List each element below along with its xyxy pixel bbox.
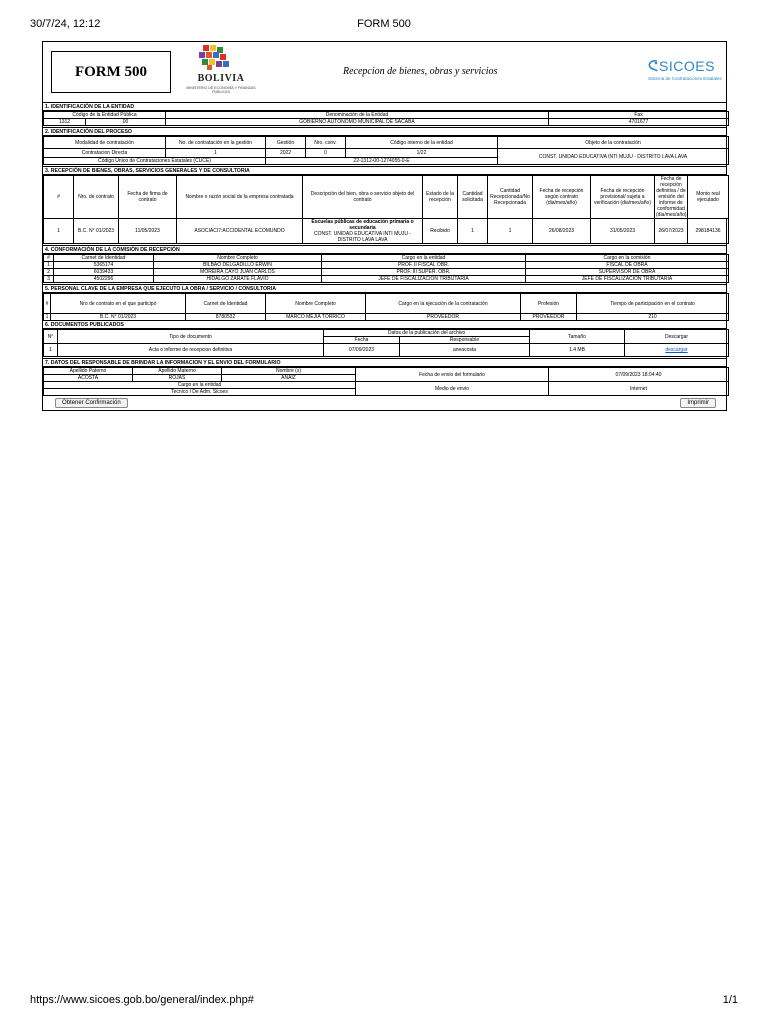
section-6-title: 6. DOCUMENTOS PUBLICADOS — [43, 321, 726, 329]
commission-col-header: Cargo en la comisión — [526, 255, 729, 262]
send-medium-header: Medio de envio — [356, 382, 549, 396]
reception-qty-requested: 1 — [458, 219, 488, 244]
fax-value: 4701677 — [549, 119, 729, 126]
entity-code-2: 00 — [86, 119, 166, 126]
reception-num: 1 — [44, 219, 74, 244]
form-subtitle: Recepcion de bienes, obras y servicios — [343, 66, 498, 77]
documents-date-header: Fecha — [324, 337, 400, 344]
commission-num: 3 — [44, 276, 54, 283]
internal-code-header: Código interno de la entidad — [346, 137, 498, 149]
documents-type-header: Tipo de documento — [58, 330, 324, 344]
document-num: 1 — [44, 344, 58, 357]
reception-company: ASOCIACI7:ACCIDENTAL ECOMUNDO — [177, 219, 303, 244]
section-2-title: 2. IDENTIFICACIÓN DEL PROCESO — [43, 128, 726, 136]
process-table — [43, 136, 729, 165]
reception-description — [303, 219, 423, 244]
reception-table — [43, 175, 729, 244]
form-title: FORM 500 — [51, 51, 171, 93]
personnel-table — [43, 293, 729, 321]
fax-header: Fax — [549, 112, 729, 119]
personnel-contract: B.C. N° 01/2023 — [51, 314, 186, 321]
entity-code-1: 1312 — [44, 119, 86, 126]
personnel-col-header: Profesión — [521, 294, 577, 314]
reception-contract-date: 26/08/2023 — [533, 219, 591, 244]
reception-col-header: Nro. de contrato — [74, 176, 119, 219]
personnel-profession: PROVEEDOR — [521, 314, 577, 321]
documents-size-header: Tamaño — [530, 330, 625, 344]
entity-code-header: Código de la Entidad Pública — [44, 112, 166, 119]
reception-final-date: 26/07/2023 — [655, 219, 688, 244]
conv-number-value: 0 — [306, 149, 346, 158]
reception-col-header: Descripción del bien, obra o servicio objeto del contrato — [303, 176, 423, 219]
document-date: 07/09/2023 — [324, 344, 400, 357]
documents-download-header: Descargar — [625, 330, 729, 344]
paternal-surname: ACOSTA — [44, 375, 133, 382]
commission-col-header: # — [44, 255, 54, 262]
document-size: 1.4 MB — [530, 344, 625, 357]
document-responsible: aneacosta — [400, 344, 530, 357]
bolivia-logo — [181, 45, 261, 99]
print-footer — [30, 994, 738, 1008]
modality-header: Modalidad de contratación — [44, 137, 166, 149]
reception-sign-date: 11/05/2023 — [119, 219, 177, 244]
reception-col-header: Fecha de recepción según contrato (dia/mes/año) — [533, 176, 591, 219]
document-type: Acta o informe de recepcion definitiva — [58, 344, 324, 357]
ministry-text: MINISTERIO DE ECONOMÍA Y FINANZAS PÚBLICAS — [186, 86, 256, 94]
object-header: Objeto de la contratación — [498, 137, 729, 149]
commission-ci: 6039433 — [54, 269, 154, 276]
documents-num-header: N° — [44, 330, 58, 344]
cuce-value: 22-1312-00-1274055-0-E — [266, 158, 498, 165]
reception-description-category: Escuelas públicas de educación primaria o secundaria — [311, 219, 414, 231]
table-row — [44, 314, 729, 321]
conv-number-header: Nro. conv. — [306, 137, 346, 149]
internal-code-value: 1/22 — [346, 149, 498, 158]
documents-table — [43, 329, 729, 357]
reception-col-header: Cantidad Recepcionada/No Recepcionada — [488, 176, 533, 219]
personnel-col-header: Nombre Completo — [266, 294, 366, 314]
names-header: Nombre (s) — [222, 368, 356, 375]
print-header — [30, 18, 738, 32]
section-4-title: 4. CONFORMACIÓN DE LA COMISIÓN DE RECEPCIÓN — [43, 246, 726, 254]
commission-position: PROF. III SUPER. OBR. — [322, 269, 526, 276]
documents-publication-header: Datos de la publicación del archivo — [324, 330, 530, 337]
reception-col-header: Monto real ejecutado — [688, 176, 729, 219]
sicoes-logo — [647, 56, 727, 86]
commission-name: MOREIRA CAYO JUAN CARLOS — [154, 269, 322, 276]
commission-ci: 5365174 — [54, 262, 154, 269]
sicoes-logo-subtitle: Sistema de Contrataciones Estatales — [648, 76, 722, 81]
reception-status: Recibido — [423, 219, 458, 244]
print-datetime: 30/7/24, 12:12 — [30, 18, 101, 30]
sicoes-swirl-icon — [647, 59, 659, 73]
reception-contract: B.C. N° 01/2023 — [74, 219, 119, 244]
print-doc-title: FORM 500 — [357, 18, 411, 30]
entity-table — [43, 111, 729, 126]
entity-name: GOBIERNO AUTONOMO MUNICIPAL DE SACABA — [166, 119, 549, 126]
position-value: Tecnico I De Adm. Sicoes — [44, 389, 356, 396]
object-value: CONST. UNIDAD EDUCATIVA INTI MUJU - DISTRITO LAVA LAVA — [498, 149, 729, 165]
reception-description-text: CONST. UNIDAD EDUCATIVA INTI MUJU - DISTRITO LAVA LAVA — [313, 231, 412, 243]
commission-table — [43, 254, 729, 283]
paternal-surname-header: Apellido Paterno — [44, 368, 133, 375]
button-bar — [43, 396, 726, 410]
bolivia-mosaic-icon — [195, 45, 235, 71]
commission-col-header: Nombre Completo — [154, 255, 322, 262]
year-header: Gestión — [266, 137, 306, 149]
table-row — [44, 219, 729, 244]
names-value: ANAIZ — [222, 375, 356, 382]
personnel-col-header: Cargo en la ejecución de la contratación — [366, 294, 521, 314]
print-url: https://www.sicoes.gob.bo/general/index.php# — [30, 994, 254, 1006]
personnel-num: 1 — [44, 314, 51, 321]
table-row — [44, 262, 729, 269]
reception-col-header: # — [44, 176, 74, 219]
section-7-title: 7. DATOS DEL RESPONSABLE DE BRINDAR LA INFORMACION Y EL ENVIO DEL FORMULARIO — [43, 359, 726, 367]
commission-col-header: Carnet de Identidad — [54, 255, 154, 262]
contract-number-header: No. de contratación en la gestión — [166, 137, 266, 149]
commission-col-header: Cargo en la entidad — [322, 255, 526, 262]
get-confirmation-button[interactable]: Obtener Confirmación — [55, 398, 128, 408]
responsible-table — [43, 367, 729, 396]
section-3-title: 3. RECEPCIÓN DE BIENES, OBRAS, SERVICIOS GENERALES Y DE CONSULTORIA — [43, 167, 726, 175]
year-value: 2022 — [266, 149, 306, 158]
commission-ci: 4502296 — [54, 276, 154, 283]
reception-amount: 298184136 — [688, 219, 729, 244]
reception-qty-received: 1 — [488, 219, 533, 244]
table-row — [44, 344, 729, 357]
table-row — [44, 276, 729, 283]
send-date-header: Fecha de envio del formulario — [356, 368, 549, 382]
table-row — [44, 269, 729, 276]
send-date-value: 07/09/2023 18:04:40 — [549, 368, 729, 382]
personnel-col-header: Tiempo de participación en el contrato — [577, 294, 729, 314]
print-page-number: 1/1 — [722, 994, 738, 1006]
commission-role: FISCAL DE OBRA — [526, 262, 729, 269]
reception-col-header: Fecha de recepción definitiva / de emisión del informe de conformidad (dia/mes/año) — [656, 176, 687, 218]
reception-col-header: Fecha de firma de contrato — [119, 176, 177, 219]
commission-position: PROF. II FISCAL OBR. — [322, 262, 526, 269]
personnel-time: 210 — [577, 314, 729, 321]
documents-responsible-header: Responsable — [400, 337, 530, 344]
commission-name: BILBAO DELGADILLO ERWIN — [154, 262, 322, 269]
form-500 — [42, 41, 727, 411]
personnel-position: PROVEEDOR — [366, 314, 521, 321]
commission-name: HIDALGO ZARATE FLAVIO — [154, 276, 322, 283]
personnel-ci: 8780532 — [186, 314, 266, 321]
form-header — [43, 42, 726, 103]
commission-role: SUPERVISOR DE OBRA — [526, 269, 729, 276]
document-download-cell — [625, 344, 729, 357]
sicoes-logo-text: SICOES — [659, 58, 715, 74]
section-1-title: 1. IDENTIFICACIÓN DE LA ENTIDAD — [43, 103, 726, 111]
reception-header-row — [44, 176, 729, 219]
position-header: Cargo en la entidad — [44, 382, 356, 389]
entity-name-header: Denominación de la Entidad — [166, 112, 549, 119]
commission-position: JEFE DE FISCALIZACION TRIBUTARIA — [322, 276, 526, 283]
download-link[interactable]: descargar — [665, 347, 688, 353]
print-button[interactable]: Imprimir — [680, 398, 716, 408]
personnel-col-header: Nro de contrato en el que participó — [51, 294, 186, 314]
cuce-header: Código Único de Contrataciones Estatales (CUCE) — [44, 158, 266, 165]
reception-col-header: Nombre o razón social de la empresa contratada — [177, 176, 303, 219]
personnel-name: MARCO MEJIA TORRICO — [266, 314, 366, 321]
commission-num: 1 — [44, 262, 54, 269]
send-medium-value: Internet — [549, 382, 729, 396]
maternal-surname: ROJAS — [133, 375, 222, 382]
bolivia-logo-text: BOLIVIA — [197, 73, 245, 84]
section-5-title: 5. PERSONAL CLAVE DE LA EMPRESA QUE EJECUTO LA OBRA / SERVICIO / CONSULTORIA — [43, 285, 726, 293]
personnel-col-header: # — [44, 294, 51, 314]
reception-col-header: Estado de la recepción — [423, 176, 458, 219]
commission-num: 2 — [44, 269, 54, 276]
contract-number-value: 1 — [166, 149, 266, 158]
modality-value: Contratacion Directa — [44, 149, 166, 158]
personnel-col-header: Carnet de Identidad — [186, 294, 266, 314]
reception-col-header: Fecha de recepción provisional/ sujeta a verificación (dia/mes/año) — [591, 176, 655, 219]
maternal-surname-header: Apellido Materno — [133, 368, 222, 375]
commission-role: JEFE DE FISCALIZACION TRIBUTARIA — [526, 276, 729, 283]
reception-col-header: Cantidad solicitada — [458, 176, 488, 219]
reception-provisional-date: 31/05/2023 — [591, 219, 655, 244]
